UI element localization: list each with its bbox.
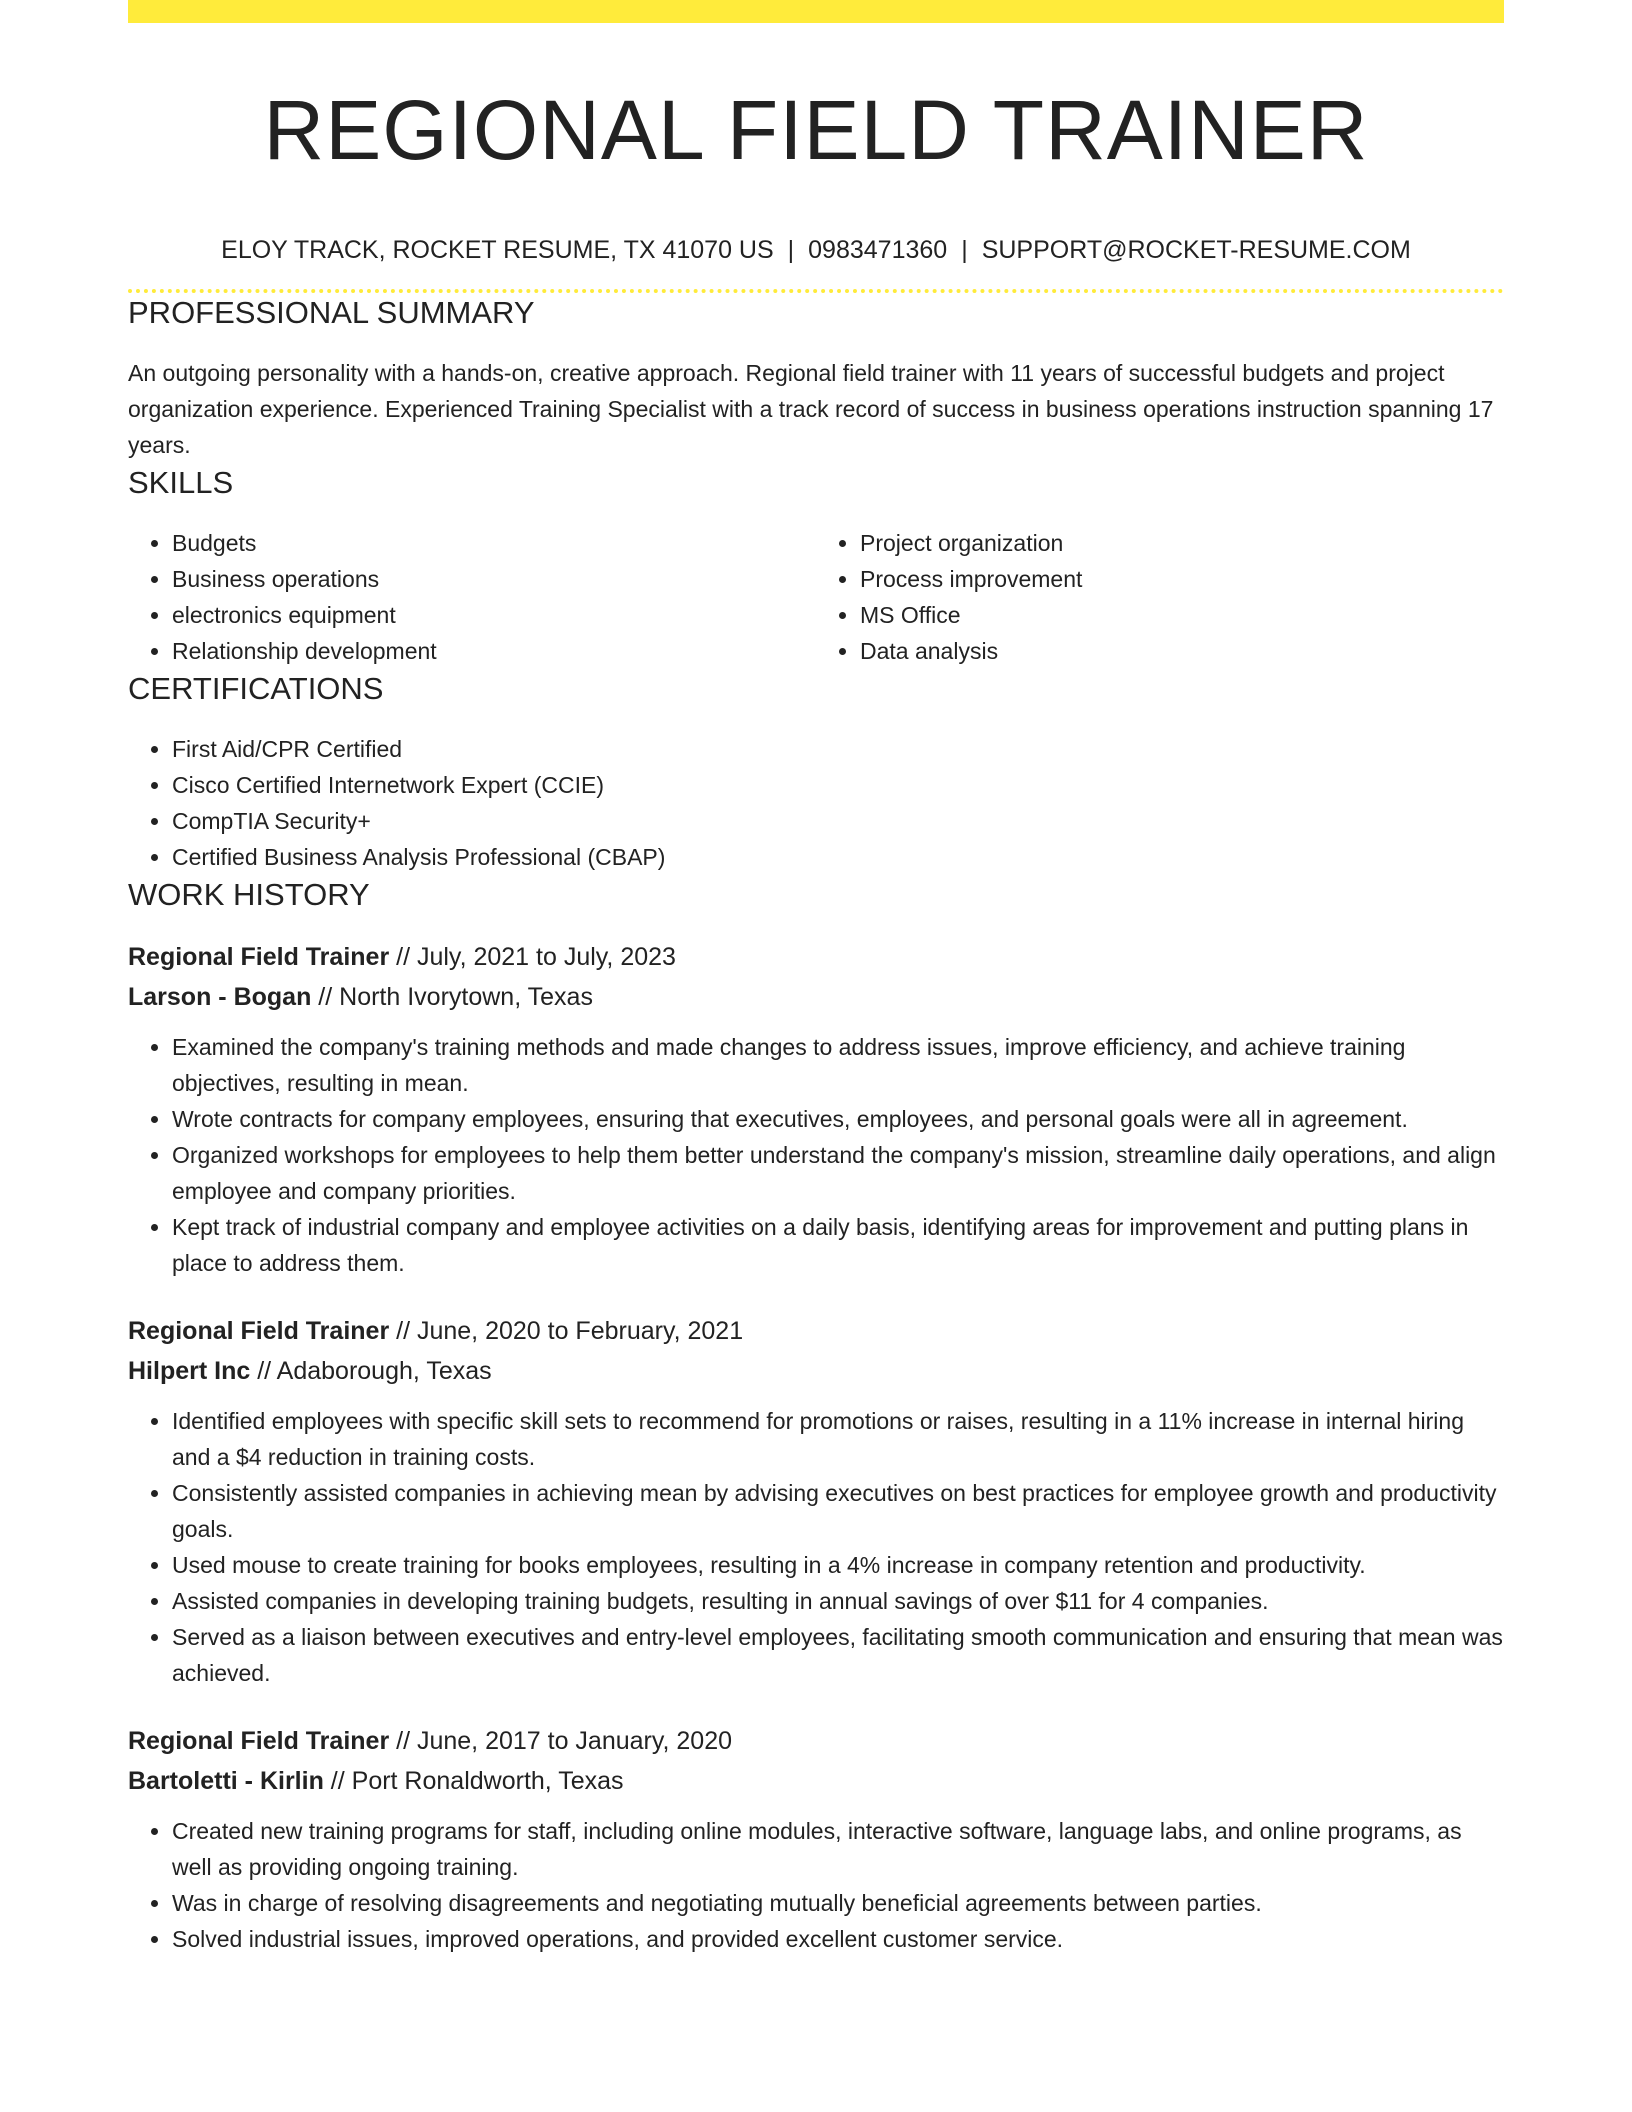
contact-phone: 0983471360 <box>808 236 948 264</box>
job-role: Regional Field Trainer <box>128 943 390 971</box>
skill-item: • Business operations <box>172 561 816 597</box>
candidate-name: REGIONAL FIELD TRAINER <box>263 83 1369 177</box>
job-bullet: • Consistently assisted companies in achieving mean by advising executives on best practices for employee growth and productivity goals. <box>172 1475 1504 1547</box>
job-company: Hilpert Inc <box>128 1357 251 1385</box>
job-separator: // <box>389 1727 417 1755</box>
certification-item: • Certified Business Analysis Professional (CBAP) <box>172 839 1504 875</box>
job-separator: // <box>389 943 417 971</box>
job-location: Port Ronaldworth, Texas <box>351 1767 624 1795</box>
certifications-heading: CERTIFICATIONS <box>128 671 384 706</box>
skills-list-right <box>816 525 1504 669</box>
job-role: Regional Field Trainer <box>128 1727 390 1755</box>
job-separator: // <box>323 1767 352 1795</box>
resume-content <box>128 0 1504 1957</box>
job-dates: July, 2021 to July, 2023 <box>416 943 676 971</box>
job-role-line <box>128 1721 1504 1761</box>
skill-item: • Data analysis <box>860 633 1504 669</box>
job-company: Larson - Bogan <box>128 983 312 1011</box>
certification-item: • CompTIA Security+ <box>172 803 1504 839</box>
job-bullet: • Organized workshops for employees to help them better understand the company's mission, streamline daily operations, and align employee and company priorities. <box>172 1137 1504 1209</box>
job-dates: June, 2020 to February, 2021 <box>416 1317 744 1345</box>
job-role: Regional Field Trainer <box>128 1317 390 1345</box>
job-bullet: • Kept track of industrial company and employee activities on a daily basis, identifying areas for improvement and putting plans in place to address them. <box>172 1209 1504 1281</box>
job-bullet: • Identified employees with specific skill sets to recommend for promotions or raises, resulting in a 11% increase in internal hiring and a $4 reduction in training costs. <box>172 1403 1504 1475</box>
job-bullet: • Solved industrial issues, improved operations, and provided excellent customer service. <box>172 1921 1504 1957</box>
job-bullet-list <box>128 1029 1504 1281</box>
job-company-line <box>128 977 1504 1017</box>
skills-grid <box>128 525 1504 669</box>
contact-separator: | <box>961 236 968 264</box>
job-bullet: • Created new training programs for staff, including online modules, interactive software, language labs, and online programs, as well as providing ongoing training. <box>172 1813 1504 1885</box>
contact-line <box>128 233 1504 267</box>
skill-item: • Process improvement <box>860 561 1504 597</box>
job-bullet: • Examined the company's training methods and made changes to address issues, improve efficiency, and achieve training objectives, resulting in mean. <box>172 1029 1504 1101</box>
certification-item: • First Aid/CPR Certified <box>172 731 1504 767</box>
job-separator: // <box>311 983 340 1011</box>
job-bullet: • Wrote contracts for company employees, ensuring that executives, employees, and personal goals were all in agreement. <box>172 1101 1504 1137</box>
job-entry <box>128 937 1504 1281</box>
job-company-line <box>128 1761 1504 1801</box>
job-separator: // <box>389 1317 417 1345</box>
job-bullet: • Served as a liaison between executives and entry-level employees, facilitating smooth communication and ensuring that mean was achieved. <box>172 1619 1504 1691</box>
skill-item: • electronics equipment <box>172 597 816 633</box>
job-entry <box>128 1721 1504 1957</box>
contact-address: ELOY TRACK, ROCKET RESUME, TX 41070 US <box>221 236 774 264</box>
contact-email: SUPPORT@ROCKET-RESUME.COM <box>981 236 1411 264</box>
certifications-list <box>128 731 1504 875</box>
job-role-line <box>128 1311 1504 1351</box>
job-bullet: • Was in charge of resolving disagreements and negotiating mutually beneficial agreements between parties. <box>172 1885 1504 1921</box>
job-company: Bartoletti - Kirlin <box>128 1767 324 1795</box>
contact-separator: | <box>787 236 795 264</box>
job-bullet: • Assisted companies in developing training budgets, resulting in annual savings of over $11 for 4 companies. <box>172 1583 1504 1619</box>
job-bullet: • Used mouse to create training for books employees, resulting in a 4% increase in company retention and productivity. <box>172 1547 1504 1583</box>
work-history-heading: WORK HISTORY <box>128 877 370 912</box>
job-bullet-list <box>128 1403 1504 1691</box>
skills-heading: SKILLS <box>128 465 234 500</box>
summary-heading: PROFESSIONAL SUMMARY <box>128 295 535 330</box>
skill-item: • Relationship development <box>172 633 816 669</box>
job-separator: // <box>250 1357 277 1385</box>
summary-text: An outgoing personality with a hands-on, creative approach. Regional field trainer with 11 years of successful budgets and project organization experience. Experienced Training Specialist with a track record of success in business operations instruction spanning 17 years. <box>128 360 1494 458</box>
skill-item: • Project organization <box>860 525 1504 561</box>
job-bullet-list <box>128 1813 1504 1957</box>
job-dates: June, 2017 to January, 2020 <box>416 1727 733 1755</box>
job-role-line <box>128 937 1504 977</box>
certification-item: • Cisco Certified Internetwork Expert (CCIE) <box>172 767 1504 803</box>
skill-item: • MS Office <box>860 597 1504 633</box>
job-entry <box>128 1311 1504 1691</box>
skills-list-left <box>128 525 816 669</box>
job-location: Adaborough, Texas <box>276 1357 492 1385</box>
job-location: North Ivorytown, Texas <box>339 983 593 1011</box>
skill-item: • Budgets <box>172 525 816 561</box>
job-company-line <box>128 1351 1504 1391</box>
